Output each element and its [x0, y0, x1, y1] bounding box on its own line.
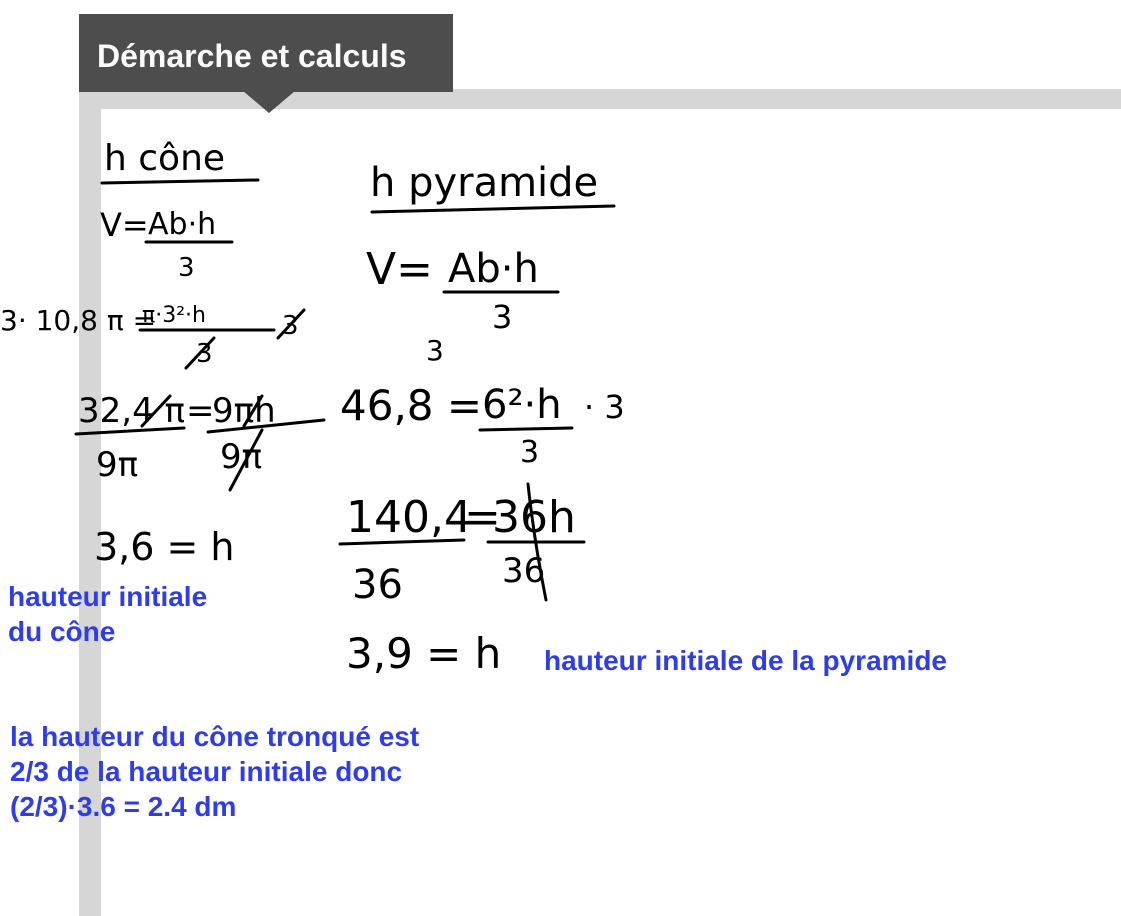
cone-step1-numerator: π·3²·h [142, 303, 206, 328]
cone-step2-left-denominator: 9π [96, 445, 139, 485]
pyramid-formula-denominator: 3 [492, 298, 513, 336]
pyramid-step2-left-numerator: 140,4 [346, 492, 472, 543]
cone-calculation [0, 138, 324, 569]
pyramid-result: 3,9 = h [346, 629, 502, 678]
conclusion-line3: (2/3)·3.6 = 2.4 dm [10, 791, 237, 822]
cone-title-underline [102, 180, 258, 183]
pyramid-calculation [340, 160, 625, 678]
cone-formula-numerator: Ab·h [148, 207, 217, 242]
cone-step2-right-denominator: 9π [220, 437, 263, 477]
pyramid-step1-mark: 3 [426, 334, 444, 367]
pyramid-step1-multiplier: · 3 [584, 388, 625, 426]
pyramid-formula-lhs: V= [366, 244, 433, 295]
cone-note-line1: hauteur initiale [8, 581, 208, 612]
cone-step1-lhs: 3· 10,8 π = [0, 304, 157, 337]
section-title: Démarche et calculs [97, 38, 407, 74]
cone-title: h cône [104, 138, 226, 179]
cone-step2-right-numerator: 9πh [212, 391, 276, 431]
pyramid-step1-numerator: 6²·h [482, 382, 562, 428]
pyramid-step1-lhs: 46,8 = [340, 381, 483, 430]
pyramid-step1-fraction-bar [480, 428, 572, 430]
cone-step1-denominator: 3 [196, 339, 213, 369]
cone-formula-denominator: 3 [178, 253, 195, 283]
cone-step1-strike-number: 3 [282, 311, 299, 341]
cone-note-line2: du cône [8, 616, 116, 647]
cone-step2-left-numerator: 32,4 π [78, 391, 185, 431]
pyramid-step2-right-numerator: 36h [492, 492, 576, 543]
conclusion-line1: la hauteur du cône tronqué est [10, 721, 420, 752]
cone-note [8, 579, 207, 649]
pyramid-title: h pyramide [370, 160, 599, 206]
pyramid-step1-denominator: 3 [520, 435, 540, 470]
pyramid-step2-left-denominator: 36 [352, 562, 403, 608]
cone-result: 3,6 = h [94, 525, 235, 569]
pyramid-title-underline [372, 206, 614, 212]
pyramid-note: hauteur initiale de la pyramide [544, 645, 948, 676]
cone-formula-lhs: V= [100, 206, 149, 244]
cone-step2-equals: = [186, 391, 215, 431]
pyramid-formula-numerator: Ab·h [448, 246, 539, 292]
conclusion-note [10, 719, 419, 824]
pyramid-step2-equals: = [464, 492, 501, 543]
pyramid-step2-right-denominator: 36 [502, 551, 546, 591]
conclusion-line2: 2/3 de la hauteur initiale donc [10, 756, 403, 787]
